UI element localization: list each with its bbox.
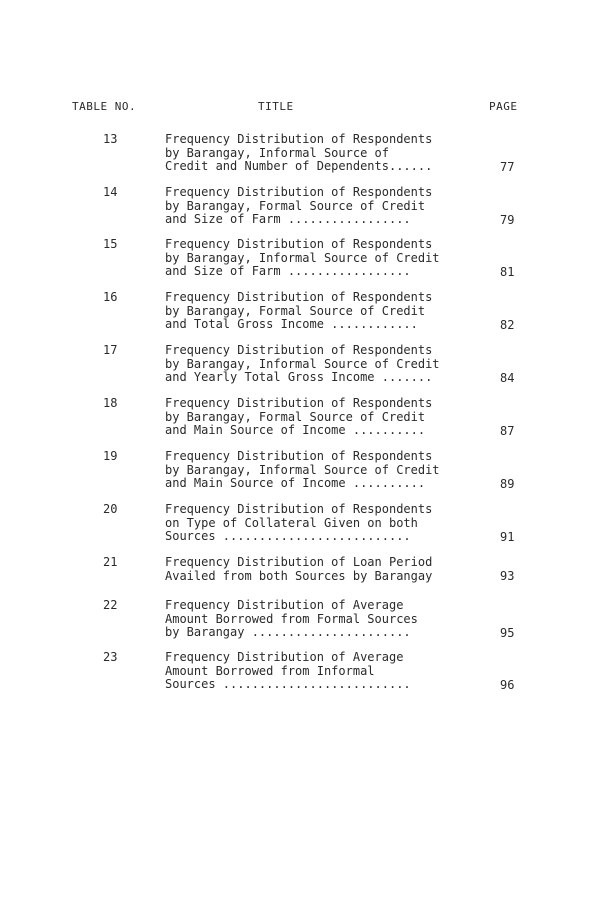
title-line: Frequency Distribution of Respondents — [165, 343, 433, 357]
title-line: Frequency Distribution of Respondents — [165, 396, 433, 410]
title-line: and Main Source of Income .......... — [165, 423, 426, 437]
page-number: 93 — [500, 569, 515, 583]
page-number: 87 — [500, 424, 515, 438]
page-number: 77 — [500, 160, 515, 174]
table-number: 15 — [103, 237, 118, 251]
page-number: 96 — [500, 678, 515, 692]
title-line: Frequency Distribution of Respondents — [165, 449, 433, 463]
table-number: 18 — [103, 396, 118, 410]
page-number: 95 — [500, 626, 515, 640]
table-number: 14 — [103, 185, 118, 199]
page-number: 81 — [500, 265, 515, 279]
title-line: Frequency Distribution of Respondents — [165, 290, 433, 304]
table-title — [165, 238, 485, 279]
title-line: by Barangay ...................... — [165, 625, 411, 639]
title-line: and Total Gross Income ............ — [165, 317, 418, 331]
table-number: 20 — [103, 502, 118, 516]
table-title — [165, 133, 485, 174]
table-number: 22 — [103, 598, 118, 612]
title-line: Sources .......................... — [165, 529, 411, 543]
table-number: 23 — [103, 650, 118, 664]
table-title — [165, 397, 485, 438]
page-number: 91 — [500, 530, 515, 544]
table-number: 13 — [103, 132, 118, 146]
table-title — [165, 291, 485, 332]
title-line: by Barangay, Informal Source of Credit — [165, 356, 440, 371]
title-line: by Barangay, Informal Source of Credit — [165, 462, 440, 477]
title-line: Amount Borrowed from Formal Sources — [165, 611, 418, 626]
title-line: Amount Borrowed from Informal — [165, 663, 375, 678]
title-line: Frequency Distribution of Average — [165, 650, 404, 664]
table-title — [165, 556, 485, 583]
header-table-no: TABLE NO. — [72, 100, 137, 113]
title-line: Frequency Distribution of Loan Period — [165, 555, 433, 569]
table-number: 21 — [103, 555, 118, 569]
title-line: Frequency Distribution of Respondents — [165, 132, 433, 146]
table-title — [165, 651, 485, 692]
title-line: by Barangay, Formal Source of Credit — [165, 303, 426, 318]
title-line: on Type of Collateral Given on both — [165, 515, 418, 530]
table-number: 16 — [103, 290, 118, 304]
title-line: Frequency Distribution of Average — [165, 598, 404, 612]
table-title — [165, 344, 485, 385]
title-line: and Size of Farm ................. — [165, 264, 411, 278]
table-number: 19 — [103, 449, 118, 463]
title-line: Frequency Distribution of Respondents — [165, 237, 433, 251]
title-line: and Yearly Total Gross Income ....... — [165, 370, 433, 384]
page-number: 89 — [500, 477, 515, 491]
page-number: 79 — [500, 213, 515, 227]
title-line: by Barangay, Informal Source of — [165, 145, 389, 160]
title-line: by Barangay, Formal Source of Credit — [165, 198, 426, 213]
table-number: 17 — [103, 343, 118, 357]
header-title: TITLE — [258, 100, 294, 113]
page-number: 82 — [500, 318, 515, 332]
title-line: Credit and Number of Dependents...... — [165, 159, 433, 173]
footer-mark — [2, 890, 4, 894]
title-line: by Barangay, Formal Source of Credit — [165, 409, 426, 424]
table-title — [165, 503, 485, 544]
table-title — [165, 186, 485, 227]
title-line: and Size of Farm ................. — [165, 212, 411, 226]
table-title — [165, 599, 485, 640]
title-line: and Main Source of Income .......... — [165, 476, 426, 490]
title-line: Availed from both Sources by Barangay — [165, 568, 433, 583]
page-number: 84 — [500, 371, 515, 385]
title-line: Sources .......................... — [165, 677, 411, 691]
title-line: Frequency Distribution of Respondents — [165, 502, 433, 516]
header-page: PAGE — [489, 100, 518, 113]
title-line: by Barangay, Informal Source of Credit — [165, 250, 440, 265]
title-line: Frequency Distribution of Respondents — [165, 185, 433, 199]
table-title — [165, 450, 485, 491]
